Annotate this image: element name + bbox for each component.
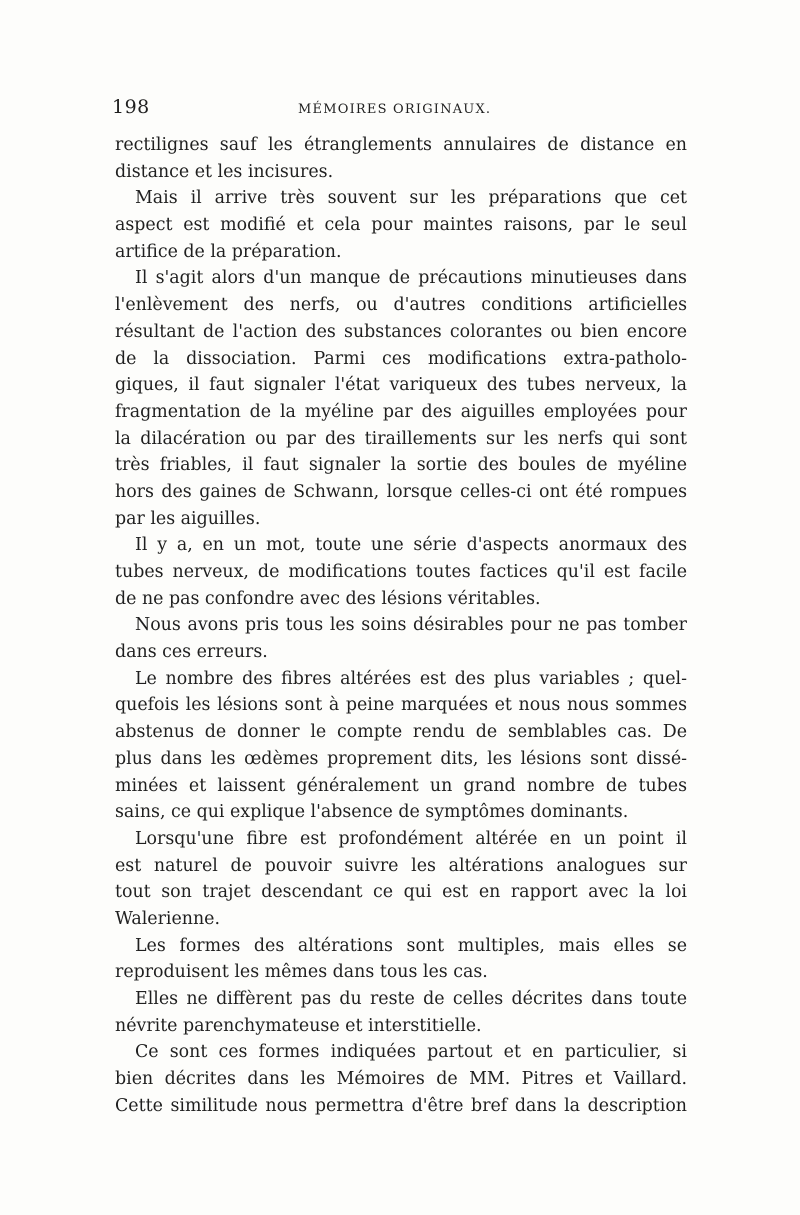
text-line: sains, ce qui explique l'absence de symptômes dominants. (115, 802, 629, 823)
text-line: aspect est modifié et cela pour maintes raisons, par le seul (115, 215, 687, 236)
text-line: résultant de l'action des substances colorantes ou bien encore (115, 321, 687, 342)
text-line: l'enlèvement des nerfs, ou d'autres conditions artificielles (115, 295, 687, 316)
text-line: Mais il arrive très souvent sur les préparations que cet (135, 188, 687, 209)
text-line: abstenus de donner le compte rendu de semblables cas. De (115, 722, 687, 743)
text-line: artifice de la préparation. (115, 241, 342, 262)
text-line: névrite parenchymateuse et interstitielle. (115, 1015, 482, 1036)
text-line: très friables, il faut signaler la sortie des boules de myéline (115, 455, 687, 476)
text-line: Le nombre des fibres altérées est des plus variables ; quel- (135, 668, 687, 689)
text-line: la dilacération ou par des tiraillements sur les nerfs qui sont (115, 428, 687, 449)
text-line: Elles ne diffèrent pas du reste de celles décrites dans toute (135, 989, 687, 1009)
body-text (115, 132, 687, 1119)
text-line: bien décrites dans les Mémoires de MM. Pitres et Vaillard. (115, 1069, 687, 1090)
running-head: MÉMOIRES ORIGINAUX. (298, 102, 492, 117)
page-header (112, 96, 687, 126)
text-line: fragmentation de la myéline par des aiguilles employées pour (115, 401, 687, 422)
text-line: distance et les incisures. (115, 161, 334, 182)
text-line: rectilignes sauf les étranglements annulaires de distance en (115, 135, 687, 155)
text-line: tubes nerveux, de modifications toutes factices qu'il est facile (115, 562, 687, 582)
text-line: giques, il faut signaler l'état variqueux des tubes nerveux, la (115, 375, 687, 396)
text-line: reproduisent les mêmes dans tous les cas. (115, 962, 488, 983)
text-line: de ne pas confondre avec des lésions véritables. (115, 588, 541, 609)
text-line: plus dans les œdèmes proprement dits, les lésions sont dissé- (115, 748, 687, 769)
text-line: Lorsqu'une fibre est profondément altérée en un point il (135, 828, 687, 849)
text-line: Il s'agit alors d'un manque de précautions minutieuses dans (135, 268, 687, 289)
text-line: Cette similitude nous permettra d'être bref dans la description (115, 1095, 687, 1116)
text-line: par les aiguilles. (115, 508, 261, 529)
text-line: dans ces erreurs. (115, 642, 268, 663)
text-line: Ce sont ces formes indiquées partout et en particulier, si (135, 1042, 687, 1063)
text-line: Les formes des altérations sont multiples, mais elles se (135, 935, 687, 956)
page-number: 198 (112, 96, 150, 118)
text-line: minées et laissent généralement un grand nombre de tubes (115, 775, 687, 796)
text-line: quefois les lésions sont à peine marquées et nous nous sommes (115, 695, 687, 716)
text-line: de la dissociation. Parmi ces modifications extra-patholo- (115, 348, 687, 369)
text-line: tout son trajet descendant ce qui est en rapport avec la loi (115, 882, 687, 903)
text-line: est naturel de pouvoir suivre les altérations analogues sur (115, 855, 687, 876)
text-line: Il y a, en un mot, toute une série d'aspects anormaux des (135, 535, 687, 556)
text-line: Walerienne. (115, 908, 220, 929)
text-line: hors des gaines de Schwann, lorsque celles-ci ont été rompues (115, 481, 687, 502)
text-line: Nous avons pris tous les soins désirables pour ne pas tomber (135, 615, 687, 636)
